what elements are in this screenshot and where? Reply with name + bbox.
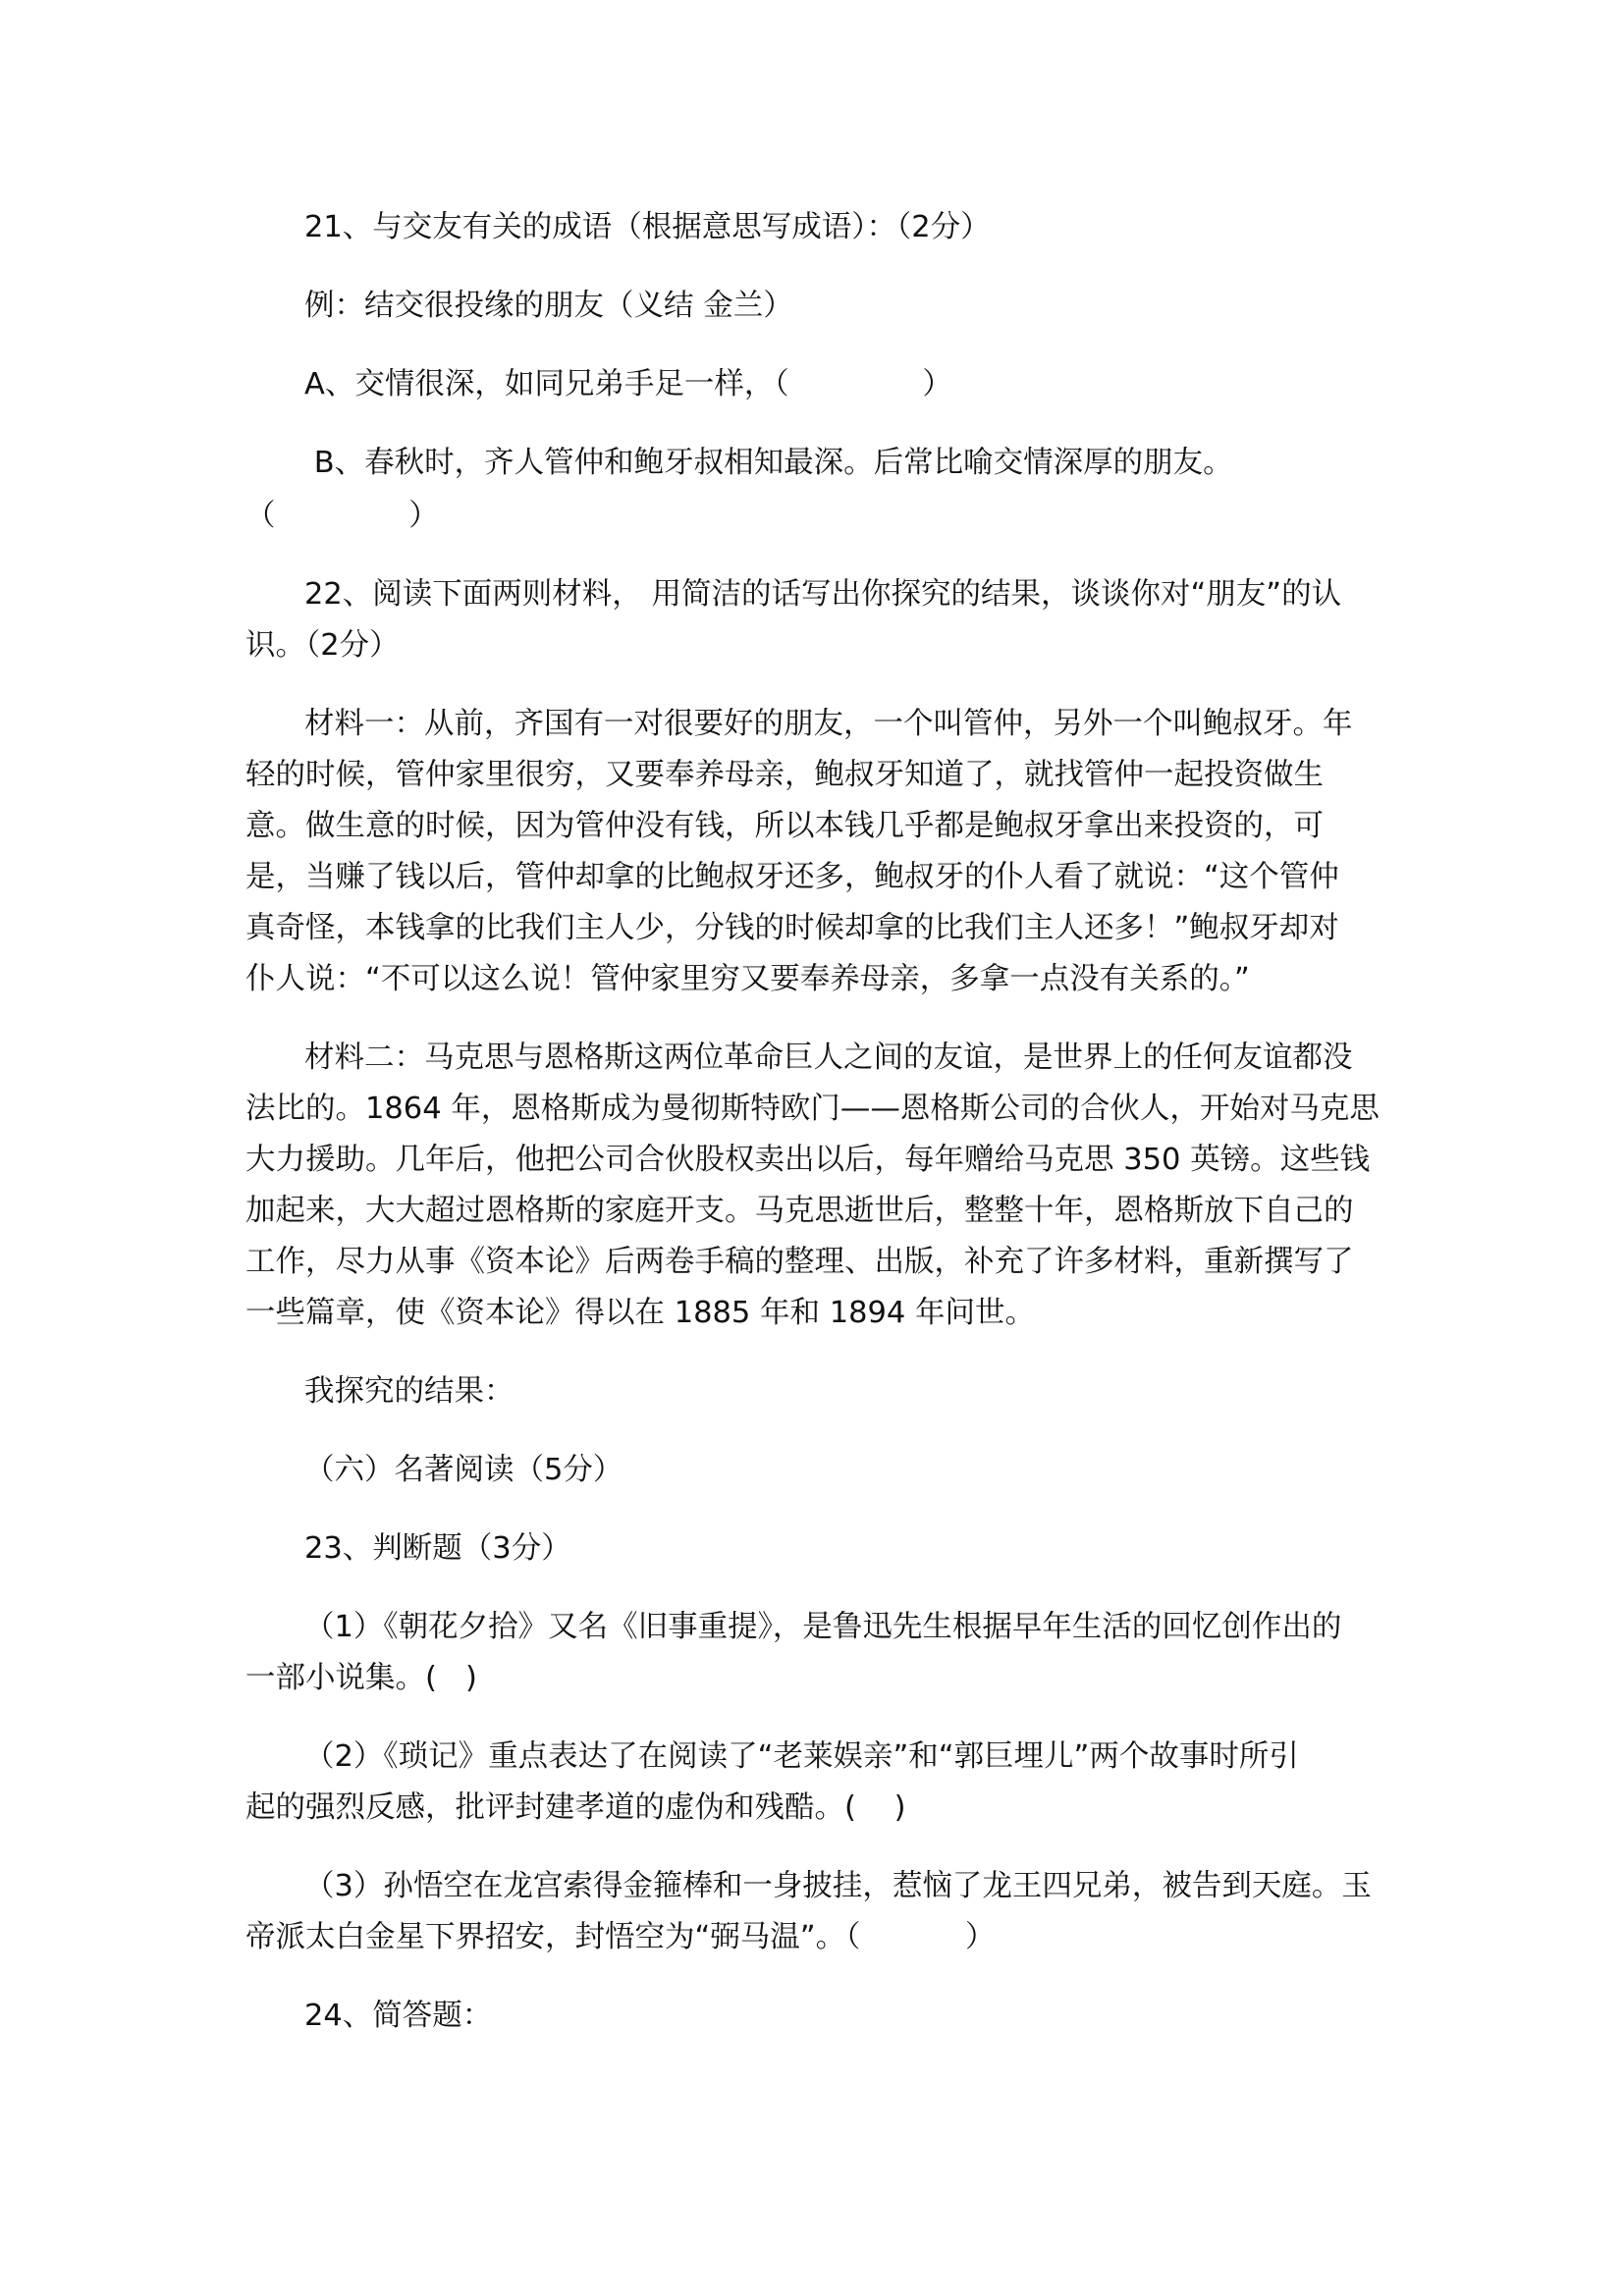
q23-title: 23、判断题（3分） <box>304 1531 571 1566</box>
q23-item2-line1: （2）《琐记》重点表达了在阅读了“老莱娱亲”和“郭巨埋儿”两个故事时所引 <box>304 1739 1299 1774</box>
q22-result-label: 我探究的结果： <box>304 1374 514 1409</box>
q22-material1-line: 轻的时候，管仲家里很穷，又要奉养母亲，鲍叔牙知道了，就找管仲一起投资做生 <box>245 758 1324 792</box>
q22-material1-line: 是，当赚了钱以后，管仲却拿的比鲍叔牙还多，鲍叔牙的仆人看了就说：“这个管仲 <box>245 860 1339 894</box>
q23-item3-line2: 帝派太白金星下界招安，封悟空为“弼马温”。（ ） <box>245 1920 996 1954</box>
q23-item1-line1: （1）《朝花夕拾》又名《旧事重提》，是鲁迅先生根据早年生活的回忆创作出的 <box>304 1610 1342 1644</box>
q21-option-a: A、交情很深，如同兄弟手足一样，（ ） <box>304 367 952 401</box>
q23-item3-line1: （3）孙悟空在龙宫索得金箍棒和一身披挂，惹恼了龙王四兄弟，被告到天庭。玉 <box>304 1869 1372 1903</box>
q21-example: 例：结交很投缘的朋友（义结 金兰） <box>304 289 793 323</box>
q22-material2-line: 大力援助。几年后，他把公司合伙股权卖出以后，每年赠给马克思 350 英镑。这些钱 <box>245 1143 1371 1177</box>
q23-item2-line2: 起的强烈反感，批评封建孝道的虚伪和残酷。( ) <box>245 1790 906 1825</box>
q24-title: 24、简答题： <box>304 1999 493 2033</box>
q22-title-line1: 22、阅读下面两则材料， 用简洁的话写出你探究的结果，谈谈你对“朋友”的认 <box>304 577 1342 612</box>
q22-material1-line: 真奇怪，本钱拿的比我们主人少，分钱的时候却拿的比我们主人还多！”鲍叔牙却对 <box>245 911 1339 945</box>
q22-material2-line: 工作，尽力从事《资本论》后两卷手稿的整理、出版，补充了许多材料，重新撰写了 <box>245 1245 1354 1279</box>
q22-material2-line: 材料二：马克思与恩格斯这两位革命巨人之间的友谊，是世界上的任何友谊都没 <box>304 1041 1353 1075</box>
q22-material1-line: 材料一：从前，齐国有一对很要好的朋友，一个叫管仲，另外一个叫鲍叔牙。年 <box>304 707 1353 741</box>
q22-material2-line: 法比的。1864 年，恩格斯成为曼彻斯特欧门——恩格斯公司的合伙人，开始对马克思 <box>245 1092 1380 1126</box>
q21-option-b-line1: B、春秋时，齐人管仲和鲍牙叔相知最深。后常比喻交情深厚的朋友。 <box>304 446 1233 480</box>
q22-title-line2: 识。（2分） <box>245 628 400 663</box>
q21-title: 21、与交友有关的成语（根据意思写成语）：（2分） <box>304 210 991 244</box>
q21-option-b-line2: （ ） <box>245 499 439 533</box>
q22-material2-line: 一些篇章，使《资本论》得以在 1885 年和 1894 年问世。 <box>245 1296 1036 1330</box>
q23-item1-line2: 一部小说集。( ) <box>245 1661 477 1695</box>
section-6-heading: （六）名著阅读（5分） <box>304 1453 623 1487</box>
q22-material1-line: 意。做生意的时候，因为管仲没有钱，所以本钱几乎都是鲍叔牙拿出来投资的，可 <box>245 809 1324 843</box>
q22-material2-line: 加起来，大大超过恩格斯的家庭开支。马克思逝世后，整整十年，恩格斯放下自己的 <box>245 1194 1354 1228</box>
q22-material1-line: 仆人说：“不可以这么说！管仲家里穷又要奉养母亲，多拿一点没有关系的。” <box>245 962 1250 996</box>
